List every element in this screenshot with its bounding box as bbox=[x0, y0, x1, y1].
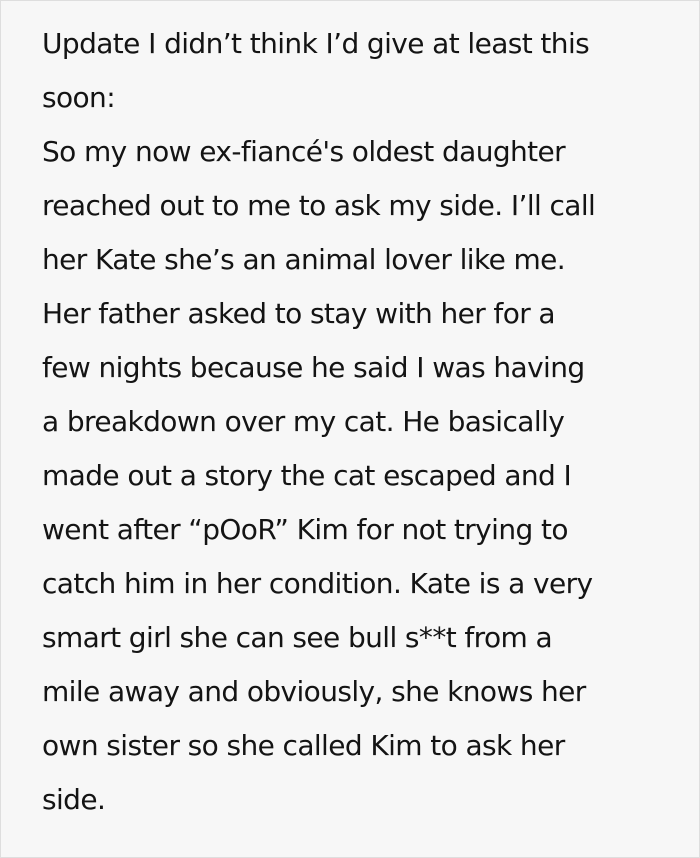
post-text-line: soon: bbox=[42, 81, 116, 114]
post-text-line: smart girl she can see bull s**t from a bbox=[42, 621, 553, 654]
post-text-line: Update I didn’t think I’d give at least this bbox=[42, 27, 590, 60]
post-text-line: catch him in her condition. Kate is a very bbox=[42, 567, 593, 600]
post-text-line: her Kate she’s an animal lover like me. bbox=[42, 243, 566, 276]
post-text-line: side. bbox=[42, 783, 106, 816]
post-text-line: So my now ex-fiancé's oldest daughter bbox=[42, 135, 566, 168]
post-text-line: a breakdown over my cat. He basically bbox=[42, 405, 565, 438]
post-text-line: went after “pOoR” Kim for not trying to bbox=[42, 513, 568, 546]
post-text-line: few nights because he said I was having bbox=[42, 351, 585, 384]
post-text-line: reached out to me to ask my side. I’ll call bbox=[42, 189, 596, 222]
post-text-line: made out a story the cat escaped and I bbox=[42, 459, 572, 492]
post-text-line: mile away and obviously, she knows her bbox=[42, 675, 586, 708]
post-body-text bbox=[42, 17, 661, 827]
post-text-line: Her father asked to stay with her for a bbox=[42, 297, 555, 330]
post-text-line: own sister so she called Kim to ask her bbox=[42, 729, 565, 762]
